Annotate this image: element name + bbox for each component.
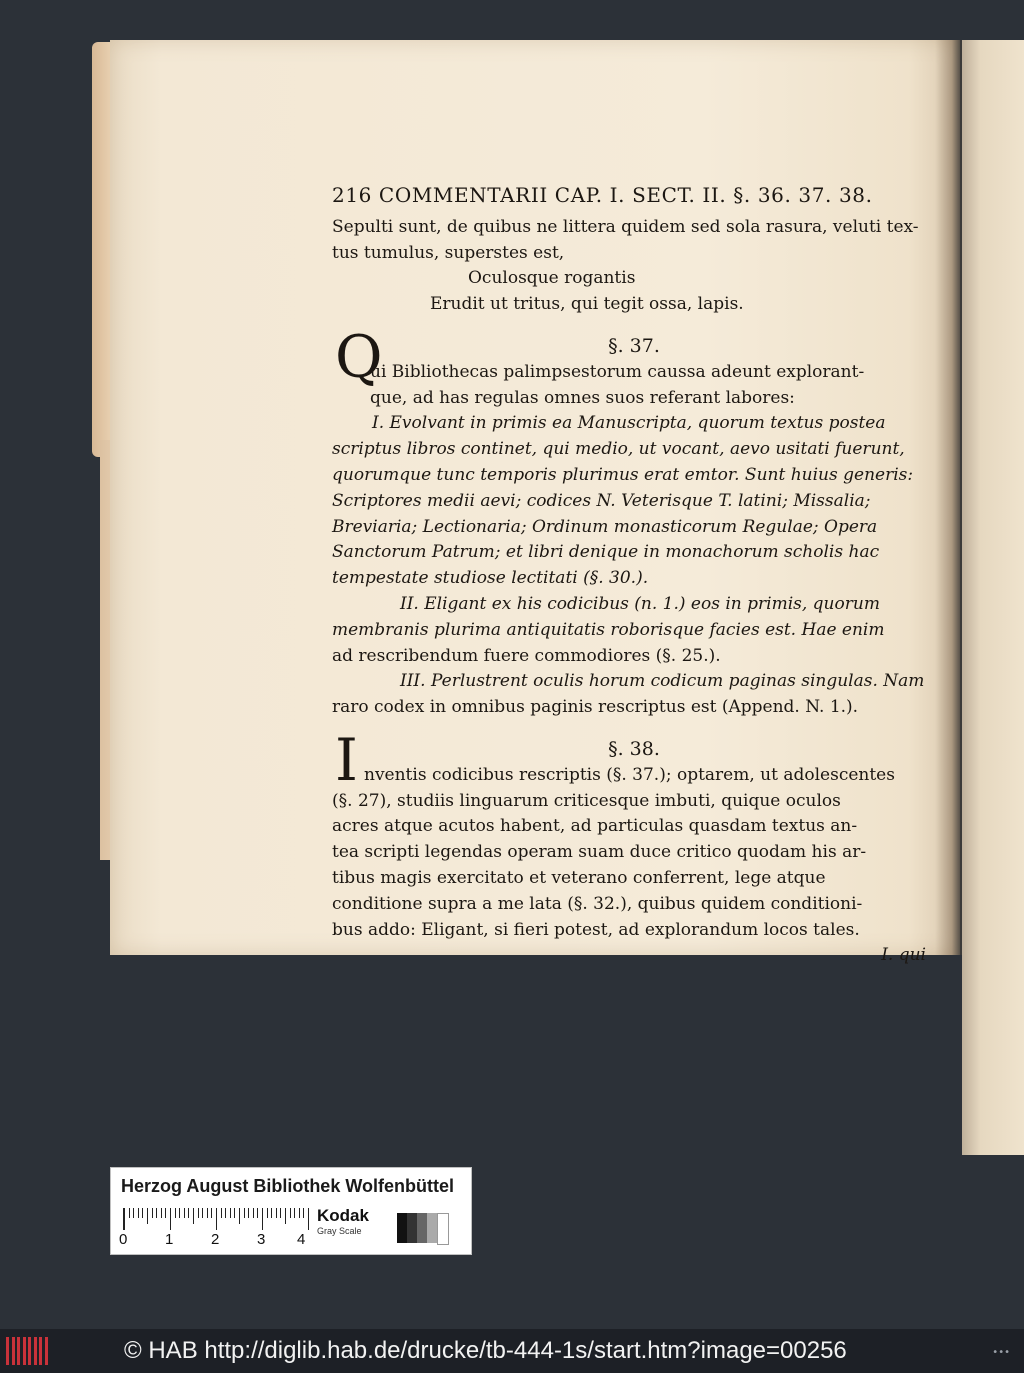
text-line: que, ad has regulas omnes suos referant labores: — [370, 387, 795, 408]
ruler-tick — [276, 1208, 277, 1218]
footer-link[interactable]: © HAB http://diglib.hab.de/drucke/tb-444-1s/start.htm?image=00256 — [124, 1337, 847, 1364]
ruler-tick — [290, 1208, 291, 1218]
kodak-logo: Kodak — [317, 1206, 369, 1225]
drop-cap: I — [335, 725, 358, 794]
text-line: ui Bibliothecas palimpsestorum caussa adeunt explorant- — [370, 361, 865, 382]
poem-line: Erudit ut tritus, qui tegit ossa, lapis. — [430, 294, 744, 315]
ruler-tick — [221, 1208, 222, 1218]
ruler-tick — [193, 1208, 194, 1224]
drop-cap: Q — [335, 322, 383, 391]
gray-swatch — [397, 1213, 407, 1243]
ruler-tick — [244, 1208, 245, 1218]
institution-name: Herzog August Bibliothek Wolfenbüttel — [121, 1176, 454, 1196]
logo-bar — [34, 1337, 37, 1365]
rule-line: quorumque tunc temporis plurimus erat emtor. Sunt huius generis: — [332, 464, 914, 485]
text-line: acres atque acutos habent, ad particulas quasdam textus an- — [332, 816, 858, 837]
scale-number: 4 — [297, 1231, 306, 1248]
ruler-tick — [267, 1208, 268, 1218]
gray-swatch — [417, 1213, 427, 1243]
ruler-tick — [216, 1208, 217, 1230]
rule-line: Scriptores medii aevi; codices N. Veterisque T. latini; Missalia; — [332, 490, 871, 511]
ruler-tick — [230, 1208, 231, 1218]
ruler-tick — [142, 1208, 143, 1218]
ruler-tick — [285, 1208, 286, 1224]
ruler-tick — [138, 1208, 139, 1218]
ruler-tick — [303, 1208, 304, 1218]
gray-swatch — [437, 1213, 449, 1245]
rule-line: ad rescribendum fuere commodiores (§. 25.). — [332, 645, 721, 666]
gray-scale-label: Gray Scale — [317, 1226, 362, 1236]
text-line: nventis codicibus rescriptis (§. 37.); optarem, ut adolescentes — [364, 764, 895, 785]
ruler-tick — [262, 1208, 263, 1230]
rule-line: I. Evolvant in primis ea Manuscripta, quorum textus postea — [372, 413, 886, 434]
footer-bar — [0, 1329, 1024, 1373]
page-text — [332, 183, 936, 969]
ruler-tick — [170, 1208, 171, 1230]
text-line: conditione supra a me lata (§. 32.), quibus quidem conditioni- — [332, 893, 863, 914]
scale-number: 3 — [257, 1231, 266, 1248]
ruler-tick — [239, 1208, 240, 1224]
rule-line: scriptus libros continet, qui medio, ut vocant, aevo usitati fuerunt, — [332, 439, 905, 460]
text-line: bus addo: Eligant, si fieri potest, ad explorandum locos tales. — [332, 919, 860, 940]
logo-bar — [17, 1337, 20, 1365]
logo-bar — [6, 1337, 9, 1365]
rule-line: tempestate studiose lectitati (§. 30.). — [332, 568, 649, 589]
logo-bar — [23, 1337, 26, 1365]
ruler-tick — [124, 1208, 125, 1230]
logo-bar — [28, 1337, 31, 1365]
rule-line: membranis plurima antiquitatis roborisque facies est. Hae enim — [332, 619, 885, 640]
ruler-tick — [207, 1208, 208, 1218]
scale-number: 0 — [119, 1231, 128, 1248]
facing-page — [962, 40, 1024, 1155]
ruler-tick — [156, 1208, 157, 1218]
logo-bar — [39, 1337, 42, 1365]
rule-line: raro codex in omnibus paginis rescriptus est (Append. N. 1.). — [332, 697, 859, 718]
text-line: tus tumulus, superstes est, — [332, 242, 565, 263]
ruler-tick — [248, 1208, 249, 1218]
ruler-tick — [184, 1208, 185, 1218]
ruler-tick — [152, 1208, 153, 1218]
logo-bar — [12, 1337, 15, 1365]
running-header: 216 COMMENTARII CAP. I. SECT. II. §. 36. 37. 38. — [332, 183, 873, 207]
ruler-tick — [175, 1208, 176, 1218]
ruler-tick — [188, 1208, 189, 1218]
scale-number: 2 — [211, 1231, 220, 1248]
hab-logo-icon — [6, 1337, 50, 1365]
poem-line: Oculosque rogantis — [468, 268, 636, 289]
ruler-tick — [299, 1208, 300, 1218]
more-icon[interactable]: ••• — [992, 1347, 1010, 1358]
ruler-tick — [280, 1208, 281, 1218]
ruler-tick — [253, 1208, 254, 1218]
ruler-tick — [225, 1208, 226, 1218]
section-heading-38: §. 38. — [608, 737, 660, 760]
ruler-tick — [202, 1208, 203, 1218]
section-heading-37: §. 37. — [608, 334, 660, 357]
ruler-tick — [294, 1208, 295, 1218]
rule-line: Sanctorum Patrum; et libri denique in monachorum scholis hac — [332, 542, 880, 563]
ruler-tick — [198, 1208, 199, 1218]
ruler-tick — [257, 1208, 258, 1218]
rule-line: III. Perlustrent oculis horum codicum paginas singulas. Nam — [400, 671, 925, 692]
ruler-tick — [165, 1208, 166, 1218]
text-line: (§. 27), studiis linguarum criticesque imbuti, quique oculos — [332, 790, 841, 811]
ruler-tick — [179, 1208, 180, 1218]
catchword: I. qui — [881, 945, 926, 966]
logo-bar — [45, 1337, 48, 1365]
book-gutter — [935, 40, 963, 955]
text-line: tibus magis exercitato et veterano conferrent, lege atque — [332, 867, 826, 888]
rule-line: II. Eligant ex his codicibus (n. 1.) eos in primis, quorum — [400, 593, 880, 614]
scale-number: 1 — [165, 1231, 174, 1248]
ruler-tick — [129, 1208, 130, 1218]
ruler-tick — [234, 1208, 235, 1218]
scale-ruler — [123, 1208, 314, 1230]
ruler-tick — [133, 1208, 134, 1218]
ruler-tick — [271, 1208, 272, 1218]
text-line: Sepulti sunt, de quibus ne littera quidem sed sola rasura, veluti tex- — [332, 216, 919, 237]
ruler-tick — [308, 1208, 309, 1230]
rule-line: Breviaria; Lectionaria; Ordinum monasticorum Regulae; Opera — [332, 516, 878, 537]
gray-swatch — [427, 1213, 437, 1243]
color-target — [110, 1167, 472, 1255]
ruler-tick — [211, 1208, 212, 1218]
ruler-tick — [147, 1208, 148, 1224]
ruler-tick — [161, 1208, 162, 1218]
gray-swatch — [407, 1213, 417, 1243]
text-line: tea scripti legendas operam suam duce critico quodam his ar- — [332, 842, 867, 863]
